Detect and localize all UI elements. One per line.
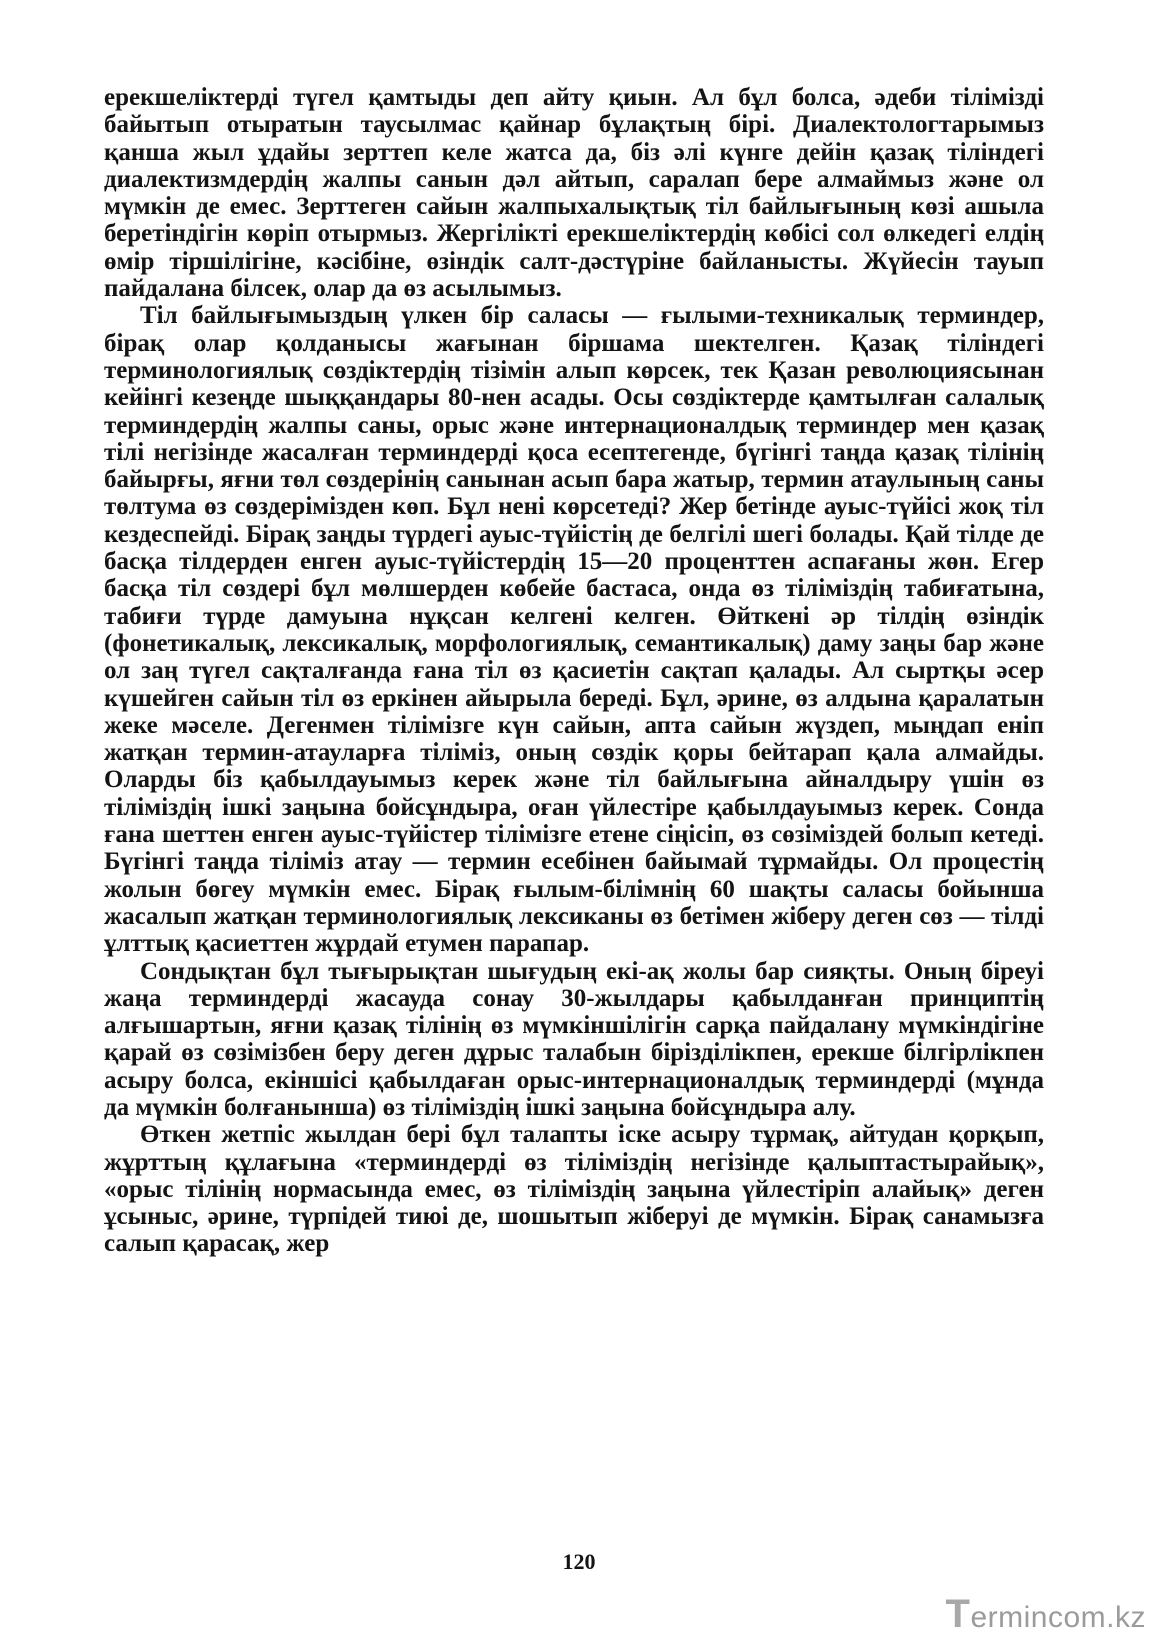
watermark-text: ermincom.kz bbox=[970, 1601, 1146, 1634]
paragraph-1: ерекшеліктерді түгел қамтыды деп айту қиын. Ал бұл болса, әдеби тілімізді байытып отыратын таусылмас қайнар бұлақтың бірі. Диалектологтарымыз қанша жыл ұдайы зерттеп келе жатса да, біз әлі күнге дейін қазақ тіліндегі диалектизмдердің жалпы санын дәл айтып, саралап бере алмаймыз және ол мүмкін де емес. Зерттеген сайын жалпыхалықтық тіл байлығының көзі ашыла беретіндігін көріп отырмыз. Жергілікті ерекшеліктердің көбісі сол өлкедегі елдің өмір тіршілігіне, кәсібіне, өзіндік салт-дәстүріне байланысты. Жүйесін тауып пайдалана білсек, олар да өз асылымыз. bbox=[104, 84, 1044, 303]
body-text bbox=[104, 84, 1044, 1258]
paragraph-4: Өткен жетпіс жылдан бері бұл талапты іске асыру тұрмақ, айтудан қорқып, жұрттың құлағына «терминдерді өз тіліміздің негізінде қалыптастырайық», «орыс тілінің нормасында емес, өз тіліміздің заңына үйлестіріп алайық» деген ұсыныс, әрине, түрпідей тиюі де, шошытып жіберуі де мүмкін. Бірақ санамызға салып қарасақ, жер bbox=[104, 1121, 1044, 1258]
paragraph-2: Тіл байлығымыздың үлкен бір саласы — ғылыми-техникалық терминдер, бірақ олар қолданысы жағынан біршама шектелген. Қазақ тіліндегі терминологиялық сөздіктердің тізімін алып көрсек, тек Қазан революциясынан кейінгі кезеңде шыққандары 80-нен асады. Осы сөздіктерде қамтылған салалық терминдердің жалпы саны, орыс және интернационалдық терминдер мен қазақ тілі негізінде жасалған терминдерді қоса есептегенде, бүгінгі таңда қазақ тілінің байырғы, яғни төл сөздерінің санынан асып бара жатыр, термин атаулының саны төлтума өз сөздерімізден көп. Бұл нені көрсетеді? Жер бетінде ауыс-түйісі жоқ тіл кездеспейді. Бірақ заңды түрдегі ауыс-түйістің де белгілі шегі болады. Қай тілде де басқа тілдерден енген ауыс-түйістердің 15—20 проценттен аспағаны жөн. Егер басқа тіл сөздері бұл мөлшерден көбейе бастаса, онда өз тіліміздің табиғатына, табиғи түрде дамуына нұқсан келгені келген. Өйткені әр тілдің өзіндік (фонетикалық, лексикалық, морфологиялық, семантикалық) даму заңы бар және ол заң түгел сақталғанда ғана тіл өз қасиетін сақтап қалады. Ал сыртқы әсер күшейген сайын тіл өз еркінен айырыла береді. Бұл, әрине, өз алдына қаралатын жеке мәселе. Дегенмен тілімізге күн сайын, апта сайын жүздеп, мыңдап еніп жатқан термин-атауларға тіліміз, оның сөздік қоры бейтарап қала алмайды. Оларды біз қабылдауымыз керек және тіл байлығына айналдыру үшін өз тіліміздің ішкі заңына бойсұндыра, оған үйлестіре қабылдауымыз керек. Сонда ғана шеттен енген ауыс-түйістер тілімізге етене сіңісіп, өз сөзіміздей болып кетеді. Бүгінгі таңда тіліміз атау — термин есебінен байымай тұрмайды. Ол процестің жолын бөгеу мүмкін емес. Бірақ ғылым-білімнің 60 шақты саласы бойынша жасалып жатқан терминологиялық лексиканы өз бетімен жіберу деген сөз — тілді ұлттық қасиеттен жұрдай етумен парапар. bbox=[104, 302, 1044, 958]
page-number: 120 bbox=[562, 1549, 596, 1574]
watermark-logo bbox=[946, 1592, 1146, 1637]
watermark-initial: T bbox=[945, 1592, 971, 1636]
paragraph-3: Сондықтан бұл тығырықтан шығудың екі-ақ жолы бар сияқты. Оның біреуі жаңа терминдерді жасауда сонау 30-жылдары қабылданған принциптің алғышартын, яғни қазақ тілінің өз мүмкіншілігін сарқа пайдалану мүмкіндігіне қарай өз сөзімізбен беру деген дұрыс талабын бірізділікпен, ерекше білгірлікпен асыру болса, екіншісі қабылдаған орыс-интернационалдық терминдерді (мұнда да мүмкін болғанынша) өз тіліміздің ішкі заңына бойсұндыра алу. bbox=[104, 957, 1044, 1121]
